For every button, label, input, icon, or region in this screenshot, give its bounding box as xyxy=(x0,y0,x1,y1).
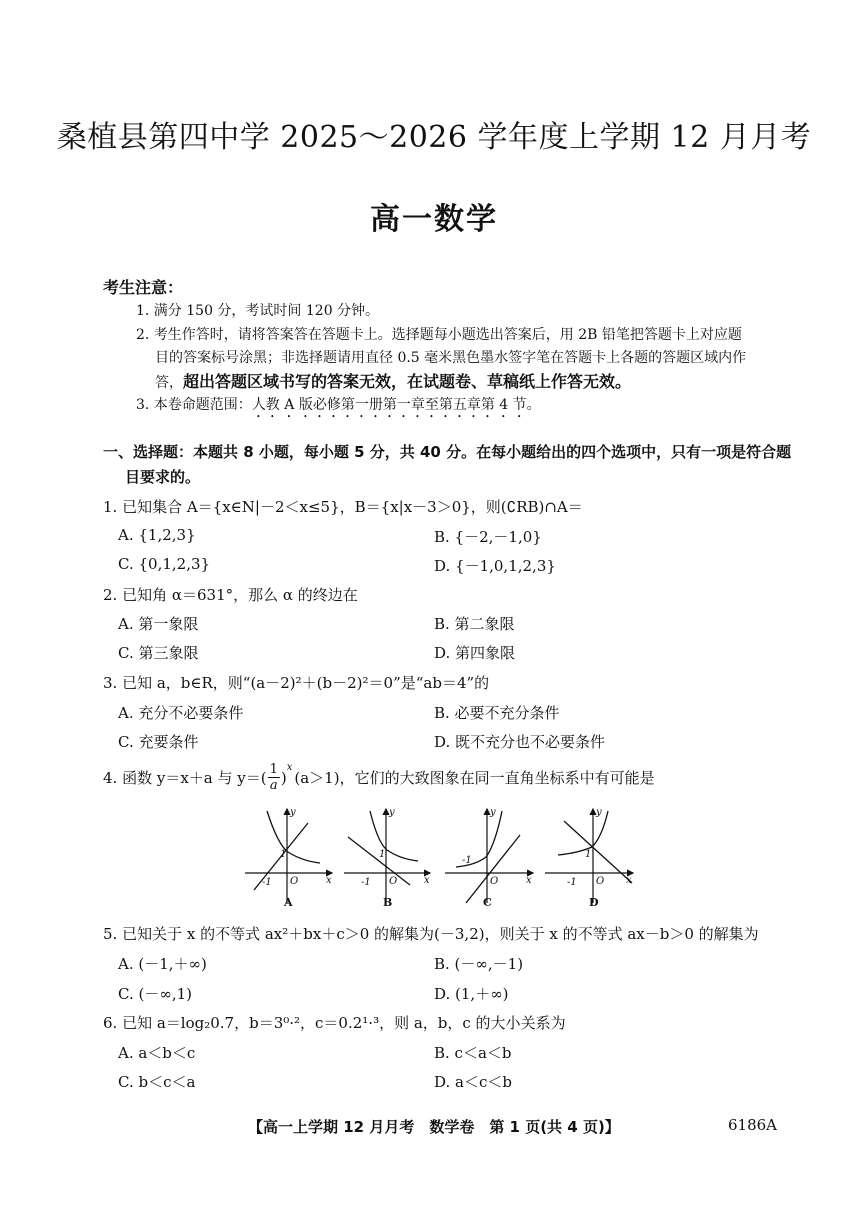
graph-a xyxy=(245,807,332,909)
section-1-line-2: 目要求的。 xyxy=(125,468,201,486)
graph-c xyxy=(445,807,533,909)
question-2-stem: 2. 已知角 α＝631°，那么 α 的终边在 xyxy=(103,586,358,604)
graph-c-origin: O xyxy=(490,876,499,887)
graph-a-x-label: x xyxy=(326,875,332,886)
exponent-x: x xyxy=(286,762,293,773)
graph-c-label: C xyxy=(483,896,492,909)
question-6-option-b: B. c＜a＜b xyxy=(434,1044,512,1062)
question-6-option-a: A. a＜b＜c xyxy=(118,1044,196,1062)
question-1-option-d: D. {－1,0,1,2,3} xyxy=(434,557,556,575)
notice-item-1: 1. 满分 150 分，考试时间 120 分钟。 xyxy=(136,303,380,319)
question-5-stem: 5. 已知关于 x 的不等式 ax²＋bx＋c＞0 的解集为(－3,2)，则关于 x 的不等式 ax－b＞0 的解集为 xyxy=(103,925,759,943)
graph-c-neg1: -1 xyxy=(462,855,472,866)
question-6-option-c: C. b＜c＜a xyxy=(118,1073,196,1091)
graph-d-y-label: y xyxy=(596,807,602,818)
exam-subtitle: 高一数学 xyxy=(370,202,498,237)
question-1-option-b: B. {－2,－1,0} xyxy=(434,528,542,546)
graph-b-label: B xyxy=(383,896,393,909)
question-4-graphs xyxy=(240,805,640,914)
graph-d-one: 1 xyxy=(585,849,592,860)
graph-d-neg1: -1 xyxy=(567,877,577,888)
graph-a-y-label: y xyxy=(290,807,296,818)
question-3-stem: 3. 已知 a，b∈R，则“(a－2)²＋(b－2)²＝0”是“ab＝4”的 xyxy=(103,674,490,692)
graph-b-x-label: x xyxy=(424,875,430,886)
notice-heading: 考生注意： xyxy=(103,278,184,297)
question-2-option-d: D. 第四象限 xyxy=(434,644,516,662)
notice-item-3-label: 3. 本卷命题范围： xyxy=(136,397,252,413)
graph-d-label: D xyxy=(589,896,599,909)
graph-a-origin: O xyxy=(290,876,299,887)
graph-b-origin: O xyxy=(389,876,398,887)
question-5-option-b: B. (－∞,－1) xyxy=(434,955,524,973)
notice-item-2-line-1: 2. 考生作答时，请将答案答在答题卡上。选择题每小题选出答案后，用 2B 铅笔把答题卡上对应题 xyxy=(136,327,742,343)
question-3-option-d: D. 既不充分也不必要条件 xyxy=(434,733,606,751)
graph-d-origin: O xyxy=(596,876,605,887)
graph-d-x-label: x xyxy=(626,875,632,886)
graph-b xyxy=(344,807,430,909)
question-4-stem-start: 4. 函数 y＝x＋a 与 y＝( xyxy=(103,769,267,787)
notice-item-2-line-2: 目的答案标号涂黑；非选择题请用直径 0.5 毫米黑色墨水签字笔在答题卡上各题的答题区域内作 xyxy=(155,350,747,366)
notice-item-3-scope: 人教 A 版必修第一册第一章至第五章第 4 节。 xyxy=(251,397,541,413)
question-6-stem: 6. 已知 a＝log₂0.7，b＝3⁰·²，c＝0.2¹·³，则 a，b，c 的大小关系为 xyxy=(103,1014,566,1032)
exam-title: 桑植县第四中学 2025～2026 学年度上学期 12 月月考 xyxy=(56,120,812,155)
graph-c-x-label: x xyxy=(526,875,532,886)
question-2-option-a: A. 第一象限 xyxy=(118,615,199,633)
question-5-option-a: A. (－1,＋∞) xyxy=(118,955,207,973)
question-6-option-d: D. a＜c＜b xyxy=(434,1073,512,1091)
graph-c-y-label: y xyxy=(490,807,496,818)
notice-item-2-line-3 xyxy=(155,369,631,392)
question-1-option-a: A. {1,2,3} xyxy=(118,526,196,544)
question-4-stem-end: (a＞1)，它们的大致图象在同一直角坐标系中有可能是 xyxy=(294,769,655,787)
graph-b-one: 1 xyxy=(379,849,386,860)
page-footer: 【高一上学期 12 月月考 数学卷 第 1 页(共 4 页)】 xyxy=(248,1118,620,1136)
graph-a-label: A xyxy=(284,896,293,909)
notice-item-2-line-3-start: 答， xyxy=(155,375,183,391)
question-1-option-c: C. {0,1,2,3} xyxy=(118,555,211,573)
question-5-option-d: D. (1,＋∞) xyxy=(434,985,509,1003)
graph-b-neg1: -1 xyxy=(361,877,371,888)
section-1-line-1: 一、选择题：本题共 8 小题，每小题 5 分，共 40 分。在每小题给出的四个选项中，只有一项是符合题 xyxy=(103,443,792,461)
question-3-option-a: A. 充分不必要条件 xyxy=(118,704,244,722)
fraction-denominator: a xyxy=(269,778,278,793)
question-5-option-c: C. (－∞,1) xyxy=(118,985,192,1003)
question-3-option-c: C. 充要条件 xyxy=(118,733,199,751)
fraction-numerator: 1 xyxy=(269,762,278,777)
graph-a-neg1: -1 xyxy=(262,877,272,888)
question-2-option-c: C. 第三象限 xyxy=(118,644,199,662)
question-4-stem: 4. 函数 y＝x＋a 与 y＝( $\frac{1}{a}$ ) x (a＞1)，它们的大致图象在同一直角坐标系中有可能是 xyxy=(103,762,655,793)
question-1-stem: 1. 已知集合 A＝{x∈N|－2＜x≤5}，B＝{x|x－3＞0}，则(∁RB)∩A＝ xyxy=(103,498,583,516)
graph-b-y-label: y xyxy=(389,807,395,818)
question-2-option-b: B. 第二象限 xyxy=(434,615,515,633)
notice-emphasis: 超出答题区域书写的答案无效，在试题卷、草稿纸上作答无效。 xyxy=(183,372,632,391)
notice-item-3 xyxy=(136,394,541,421)
graph-d xyxy=(545,807,633,909)
paper-code: 6186A xyxy=(728,1116,778,1134)
graph-a-one: 1 xyxy=(280,849,287,860)
question-3-option-b: B. 必要不充分条件 xyxy=(434,704,560,722)
fraction-1-over-a xyxy=(268,762,280,793)
